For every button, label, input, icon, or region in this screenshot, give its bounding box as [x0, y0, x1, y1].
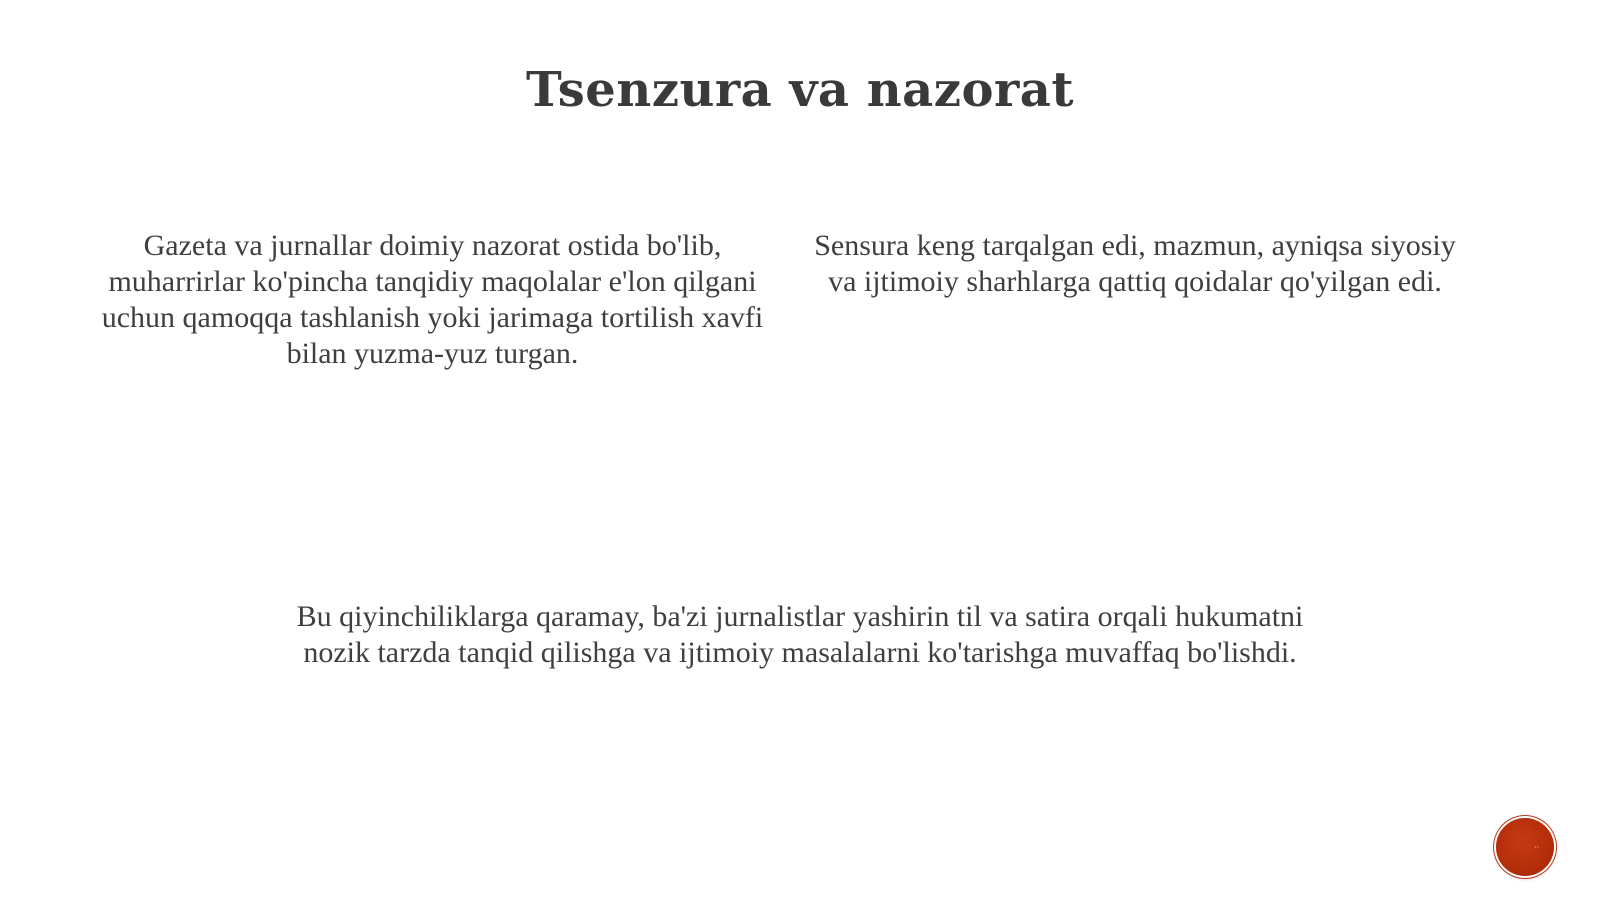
- circle-button-icon[interactable]: [1496, 818, 1554, 876]
- paragraph-bottom: Bu qiyinchiliklarga qaramay, ba'zi jurnalistlar yashirin til va satira orqali hukumatni nozik tarzda tanqid qilishga va ijtimoiy masalalarni ko'tarishga muvaffaq bo'lishdi.: [296, 600, 1304, 669]
- button-dots-icon: ··: [1534, 843, 1540, 852]
- paragraph-left: Gazeta va jurnallar doimiy nazorat ostida bo'lib, muharrirlar ko'pincha tanqidiy maqolalar e'lon qilgani uchun qamoqqa tashlanish yoki jarimaga tortilish xavfi bilan yuzma-yuz turgan.: [101, 229, 764, 370]
- paragraph-right: Sensura keng tarqalgan edi, mazmun, ayniqsa siyosiy va ijtimoiy sharhlarga qattiq qoidalar qo'yilgan edi.: [814, 229, 1456, 298]
- slide-title: Tsenzura va nazorat: [525, 62, 1075, 118]
